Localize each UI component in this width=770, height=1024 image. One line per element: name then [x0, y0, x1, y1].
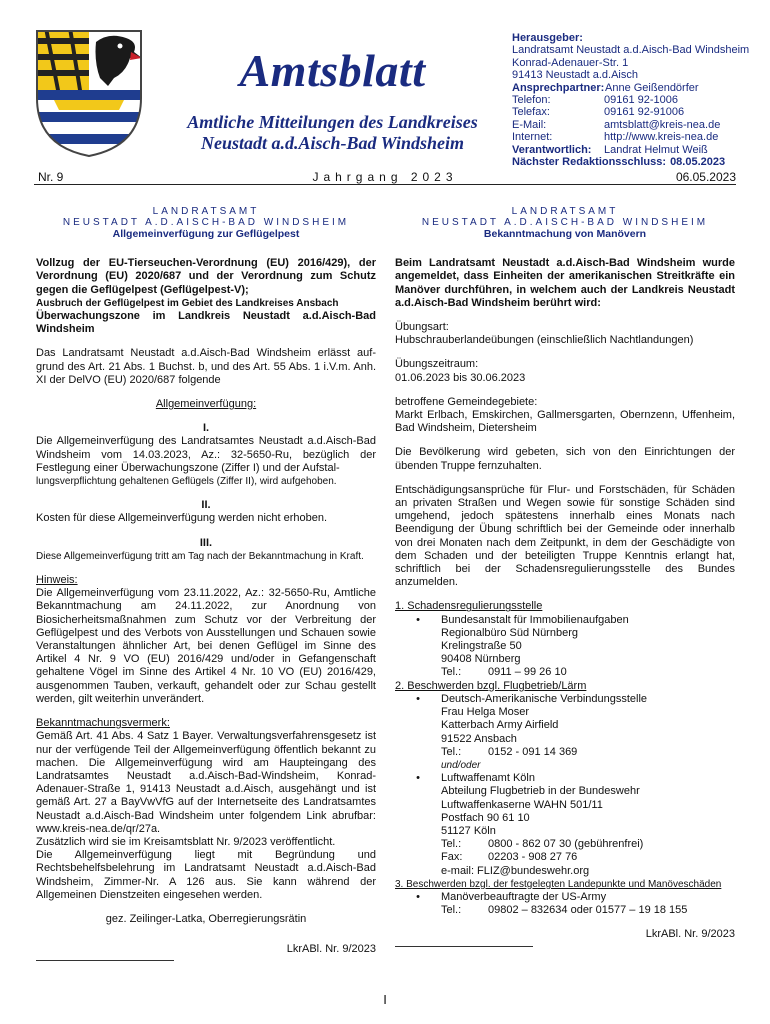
email-label: E-Mail:	[512, 118, 547, 131]
issue-bar	[34, 170, 736, 185]
left-sec3-text: Diese Allgemeinverfügung tritt am Tag nach der Bekanntmachung in Kraft.	[36, 550, 364, 562]
left-authority-1: LANDRATSAMT	[152, 206, 260, 217]
publisher-label: Herausgeber:	[512, 32, 583, 44]
publisher-address-2: Konrad-Adenauer-Str. 1	[512, 56, 629, 69]
left-ref: LkrABl. Nr. 9/2023	[286, 943, 376, 956]
s1-tel-label: Tel.:	[441, 666, 462, 679]
left-column	[36, 206, 376, 961]
right-areas-label: betroffene Gemeindegebiete:	[395, 395, 538, 408]
list-item	[395, 693, 735, 772]
page-number: I	[383, 992, 387, 1007]
fax-value: 09161 92-91006	[604, 106, 685, 119]
deadline-label: Nächster Redaktionsschluss:	[512, 156, 667, 169]
right-lead: Beim Landratsamt Neustadt a.d.Aisch-Bad Windsheim wurde angemeldet, dass Einheiten der amerikanischen Streitkräfte ein Manöver durchführen, in welchem auch der Landkreis Neustadt a.d.Aisch-Bad Windsheim berührt wird:	[395, 257, 735, 309]
bullet-icon: •	[416, 890, 420, 903]
publisher-address-1: Landratsamt Neustadt a.d.Aisch-Bad Windsheim	[512, 44, 750, 57]
email-link[interactable]: amtsblatt@kreis-nea.de	[604, 118, 721, 131]
bullet-icon: •	[416, 613, 420, 626]
right-s1-title: 1. Schadensregulierungsstelle	[395, 600, 543, 613]
s2b-tel-label: Tel.:	[441, 838, 462, 851]
s3-tel-label: Tel.:	[441, 904, 462, 917]
fax-label: Telefax:	[512, 106, 550, 119]
s2a-line-2: Frau Helga Moser	[441, 706, 530, 719]
right-period-label: Übungszeitraum:	[395, 358, 479, 371]
left-intro: Das Landratsamt Neustadt a.d.Aisch-Bad Windsheim erlässt auf-grund des Art. 21 Abs. 1 Buchst. b, und des Art. 55 Abs. 1 i.V.m. Anh. XI der DelVO (EU) 2020/687 folgende	[36, 347, 376, 386]
s1-line-1: Bundesanstalt für Immobilienaufgaben	[441, 613, 629, 626]
left-heading-3: Überwachungszone im Landkreis Neustadt a.d.Aisch-Bad Windsheim	[36, 310, 376, 336]
s2b-line-1: Luftwaffenamt Köln	[441, 772, 535, 785]
internet-row	[512, 131, 762, 143]
s2a-tel: 0152 - 091 14 369	[488, 745, 578, 758]
issue-date: 06.05.2023	[675, 170, 736, 184]
left-heading-1: Vollzug der EU-Tierseuchen-Verordnung (EU) 2016/429), der Verordnung (EU) 2020/687 und der Verordnung zum Schutz gegen die Geflügelpest (Geflügelpest-V);	[36, 257, 376, 296]
issue-year: Jahrgang 2023	[312, 170, 458, 184]
s2b-line-3: Luftwaffenkaserne WAHN 501/11	[441, 798, 603, 811]
left-sec3-num: III.	[199, 536, 213, 549]
right-areas: Markt Erlbach, Emskirchen, Gallmersgarten, Obernzenn, Uffenheim, Bad Windsheim, Dietersheim	[395, 409, 735, 435]
masthead	[165, 40, 500, 154]
left-sec1-small: lungsverpflichtung gehaltenen Geflügels (Ziffer II), wird aufgehoben.	[36, 476, 337, 488]
left-notice-text: Gemäß Art. 41 Abs. 4 Satz 1 Bayer. Verwaltungsverfahrensgesetz ist nur der verfügende Teil der Allgemeinverfügung öffentlich bekannt zu machen. Die Allgemeinverfügung wird am Haupteingang des Landratsamtes Neustadt a.d.Aisch-Bad-Windsheim, Konrad-Adenauer-Straße 1, 91413 Neustadt a.d.Aisch, ausgehängt und ist gemäß Art. 27 a BayVwVfG auf der Internetseite des Landratsamtes Neustadt a.d.Aisch-Bad Windsheim unter folgendem Link abrufbar: www.kreis-nea.de/qr/27a.	[36, 730, 376, 835]
left-hint-label: Hinweis:	[36, 574, 78, 587]
right-footer-rule	[395, 946, 533, 947]
right-column	[395, 206, 735, 947]
left-notice-text-2: Zusätzlich wird sie im Kreisamtsblatt Nr. 9/2023 veröffentlicht.	[36, 835, 336, 848]
s2a-line-3: Katterbach Army Airfield	[441, 719, 559, 732]
s2a-tel-label: Tel.:	[441, 745, 462, 758]
list-item	[395, 772, 735, 878]
right-type-label: Übungsart:	[395, 321, 449, 334]
bullet-icon: •	[416, 692, 420, 705]
right-authority-1: LANDRATSAMT	[511, 206, 619, 217]
s3-line: Manöverbeauftragte der US-Army	[441, 890, 607, 903]
left-notice-text-3: Die Allgemeinverfügung liegt mit Begründung und Rechtsbehelfsbelehrung im Landratsamt Neustadt a.d.Aisch-Bad Windsheim, Zimmer-Nr. A 126 aus. Sie kann während der Allgemeinen Dienstzeiten eingesehen werden.	[36, 849, 376, 901]
right-request: Die Bevölkerung wird gebeten, sich von den Einrichtungen der übenden Truppe fernzuhalten.	[395, 446, 735, 472]
publisher-address-3: 91413 Neustadt a.d.Aisch	[512, 69, 638, 82]
right-s2-title: 2. Beschwerden bzgl. Flugbetrieb/Lärm	[395, 679, 587, 692]
s2a-line-1: Deutsch-Amerikanische Verbindungsstelle	[441, 692, 648, 705]
s1-line-3: Krelingstraße 50	[441, 640, 522, 653]
publisher-info	[512, 32, 762, 168]
s1-line-2: Regionalbüro Süd Nürnberg	[441, 626, 578, 639]
phone-label: Telefon:	[512, 94, 551, 107]
masthead-title: Amtsblatt	[239, 45, 426, 96]
list-item	[395, 891, 735, 917]
left-sec1-text: Die Allgemeinverfügung des Landratsamtes Neustadt a.d.Aisch-Bad Windsheim vom 14.03.2023, Az.: 32-5650-Ru, bezüglich der Festlegung einer Überwachungszone (Ziffer I) und der Aufstal-	[36, 435, 376, 474]
masthead-subtitle-1: Amtliche Mitteilungen des Landkreises	[187, 112, 478, 132]
s1-line-4: 90408 Nürnberg	[441, 653, 521, 666]
s1-tel: 0911 – 99 26 10	[488, 666, 567, 679]
internet-label: Internet:	[512, 131, 553, 144]
left-heading-2: Ausbruch der Geflügelpest im Gebiet des Landkreises Ansbach	[36, 297, 339, 309]
s2b-email: e-mail: FLIZ@bundeswehr.org	[441, 864, 590, 877]
responsible-name: Landrat Helmut Weiß	[604, 143, 708, 156]
right-ref: LkrABl. Nr. 9/2023	[645, 928, 735, 941]
left-hint-text: Die Allgemeinverfügung vom 23.11.2022, Az.: 32-5650-Ru, Amtliche Bekanntmachung am 24.11.2022, zur Anordnung von Biosicherheitsmaßnahmen zum Schutz vor der Verbreitung der Geflügelpest und des Verbots von Ausstellungen und Schauen sowie Veranstaltungen ähnlicher Art, bei denen Geflügel im Sinne des Artikel 4 Nr. 9 VO (EU) 2016/429 und/oder in Gefangenschaft gehaltene Vögel im Sinne des Artikel 4 Nr. 10 VO (EU) 2016/429, ausgenommen Tauben, verkauft, gehandelt oder zur Schau gestellt werden, gilt weiterhin unverändert.	[36, 587, 376, 705]
left-sec2-text: Kosten für diese Allgemeinverfügung werden nicht erhoben.	[36, 512, 328, 525]
phone-row	[512, 94, 762, 106]
s2b-line-2: Abteilung Flugbetrieb in der Bundeswehr	[441, 785, 640, 798]
contact-row	[512, 82, 762, 94]
left-authority-2: NEUSTADT A.D.AISCH-BAD WINDSHEIM	[62, 217, 350, 228]
responsible-label: Verantwortlich:	[512, 143, 592, 156]
right-damages: Entschädigungsansprüche für Flur- und Forstschäden, für Schäden an privaten Straßen und Wegen sowie für sonstige Schäden sind umgehend, jedoch spätestens innerhalb eines Monats nach Beendigung der Übung schriftlich bei der Gemeinde oder innerhalb von drei Monaten nach dem Zeitpunkt, in dem der Geschädigte von dem Schaden und der beteiligten Truppe Kenntnis erlangt hat, schriftlich bei der Schadensregulierungsstelle des Bundes anzumelden.	[395, 483, 735, 589]
deadline-date: 08.05.2023	[670, 156, 726, 169]
bullet-icon: •	[416, 772, 420, 785]
left-signature: gez. Zeilinger-Latka, Oberregierungsrätin	[105, 912, 307, 925]
right-authority-2: NEUSTADT A.D.AISCH-BAD WINDSHEIM	[421, 217, 709, 228]
list-item	[395, 614, 735, 680]
s2b-line-5: 51127 Köln	[441, 824, 496, 837]
internet-link[interactable]: http://www.kreis-nea.de	[604, 131, 719, 144]
right-doc-title: Bekanntmachung von Manövern	[483, 228, 647, 240]
contact-name: Anne Geißendörfer	[605, 81, 699, 94]
responsible-row	[512, 144, 762, 156]
coat-of-arms-icon	[34, 28, 144, 158]
left-sec1-num: I.	[202, 422, 210, 435]
s3-tel: 09802 – 832634 oder 01577 – 19 18 155	[488, 904, 688, 917]
contact-label: Ansprechpartner:	[512, 81, 605, 94]
issue-number: Nr. 9	[38, 170, 64, 184]
fax-row	[512, 106, 762, 118]
left-notice-label: Bekanntmachungsvermerk:	[36, 717, 170, 730]
s2b-line-4: Postfach 90 61 10	[441, 811, 530, 824]
right-period: 01.06.2023 bis 30.06.2023	[395, 371, 526, 384]
left-av-title: Allgemeinverfügung:	[155, 398, 257, 411]
s2b-fax: 02203 - 908 27 76	[488, 851, 578, 864]
s2b-fax-label: Fax:	[441, 851, 463, 864]
deadline-row	[512, 156, 762, 168]
masthead-subtitle-2: Neustadt a.d.Aisch-Bad Windsheim	[200, 133, 465, 153]
s2b-tel: 0800 - 862 07 30 (gebührenfrei)	[488, 838, 644, 851]
left-sec2-num: II.	[201, 499, 211, 512]
s2-or: und/oder	[441, 759, 481, 771]
left-footer-rule	[36, 960, 174, 961]
s2a-line-4: 91522 Ansbach	[441, 732, 517, 745]
phone-value: 09161 92-1006	[604, 94, 679, 107]
left-doc-title: Allgemeinverfügung zur Geflügelpest	[112, 228, 300, 240]
right-type: Hubschrauberlandeübungen (einschließlich Nachtlandungen)	[395, 334, 694, 347]
right-s3-title: 3. Beschwerden bzgl. der festgelegten Landepunkte und Manöveschäden	[395, 878, 722, 890]
email-row	[512, 119, 762, 131]
